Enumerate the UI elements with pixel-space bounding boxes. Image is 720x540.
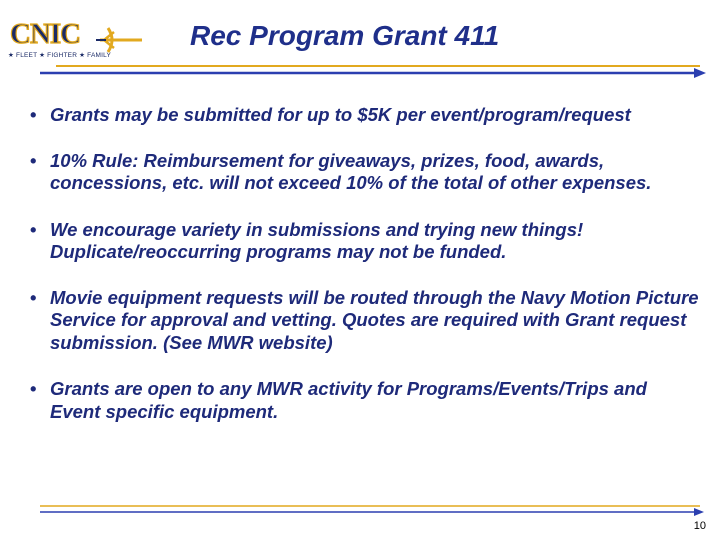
slide-title: Rec Program Grant 411 <box>190 20 500 51</box>
bullet-item <box>30 378 700 423</box>
bullet-text: Grants are open to any MWR activity for Programs/Events/Trips and Event specific equipment. <box>50 378 647 422</box>
bullet-text: 10% Rule: Reimbursement for giveaways, prizes, food, awards, concessions, etc. will not exceed 10% of the total of other expenses. <box>50 149 652 193</box>
bullet-marker: • <box>30 104 37 125</box>
top-arrow-head <box>694 68 706 78</box>
bullet-text: Grants may be submitted for up to $5K per event/program/request <box>50 104 631 125</box>
bullet-item <box>30 287 700 355</box>
bullet-marker: • <box>30 149 37 171</box>
bullet-marker: • <box>30 286 37 308</box>
bullet-marker: • <box>30 218 37 240</box>
bullet-item <box>30 104 700 127</box>
bullet-text: We encourage variety in submissions and trying new things! Duplicate/reoccurring programs may not be funded. <box>50 218 584 262</box>
logo-tagline: ★ FLEET ★ FIGHTER ★ FAMILY <box>8 52 111 59</box>
bullet-item <box>30 219 700 264</box>
bullet-item <box>30 150 700 195</box>
bottom-arrow-head <box>694 508 704 516</box>
bullet-text: Movie equipment requests will be routed through the Navy Motion Picture Service for approval and vetting. Quotes are required with Grant request submission. (See MWR website) <box>50 286 699 353</box>
logo-wordmark: CNIC <box>10 18 81 50</box>
bullet-list <box>30 104 700 423</box>
bullet-marker: • <box>30 378 37 399</box>
page-number: 10 <box>693 520 706 532</box>
